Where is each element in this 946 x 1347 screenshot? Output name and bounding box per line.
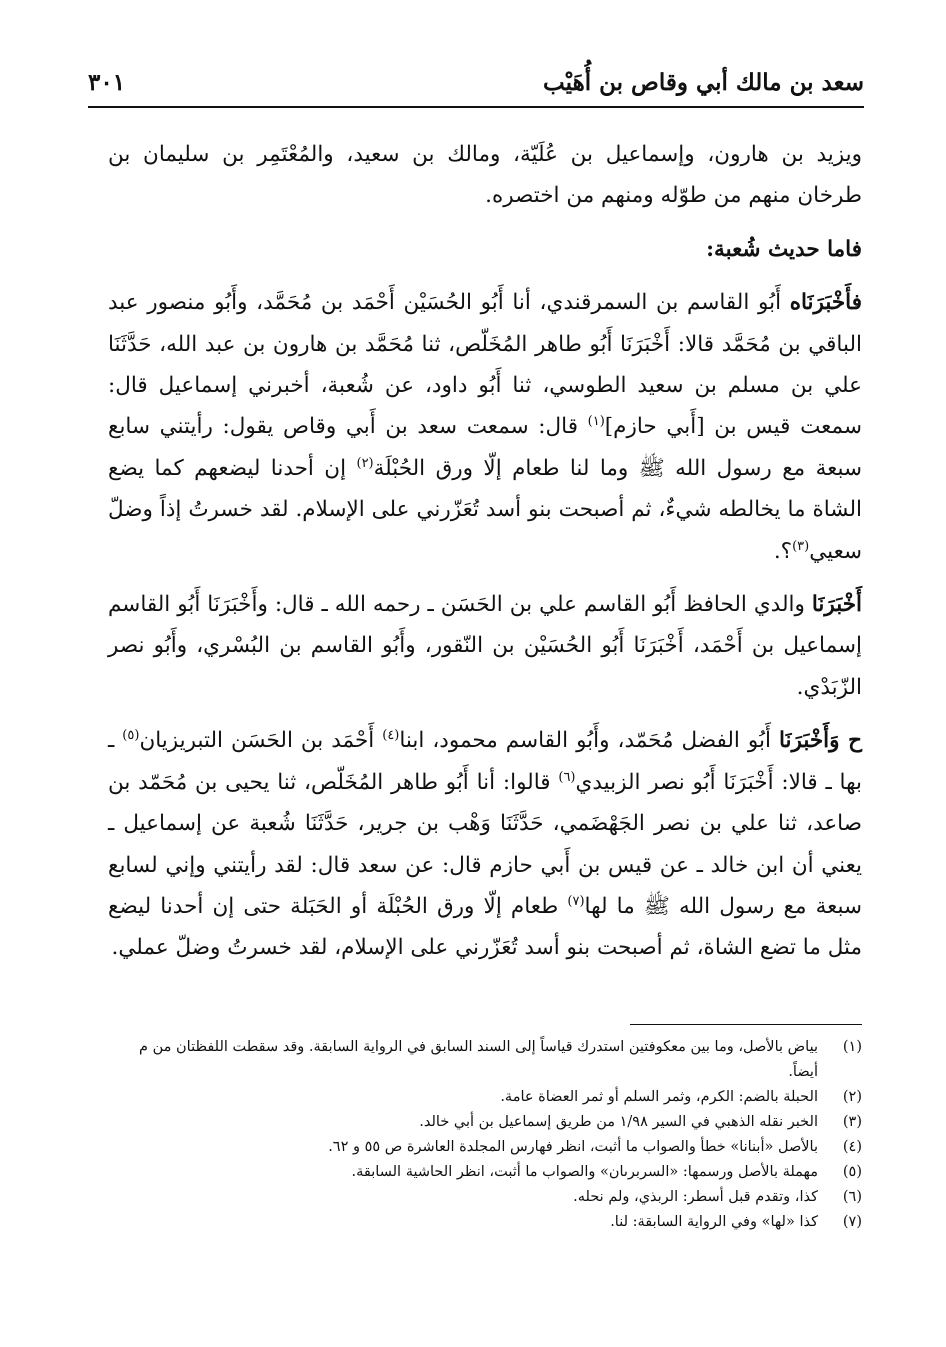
footnote-number: (٦) xyxy=(842,1189,862,1205)
paragraph-4-text-e: طعام إلّا ورق الحُبْلَة أو الحَبَلة حتى إن أحدنا ليضع مثل ما تضع الشاة، ثم أصبحت بنو أسد تُعَزّرني على الإسلام، لقد خسرتُ وضلّ عملي. xyxy=(108,893,862,961)
page-number: ٣٠١ xyxy=(88,68,126,96)
paragraph-1 xyxy=(108,134,862,217)
paragraph-3 xyxy=(108,584,862,708)
footnote-ref-4: (٤) xyxy=(382,728,400,744)
paragraph-2-text-b: قال: سمعت سعد بن أَبي وقاص يقول: رأيتني سابع سبعة مع رسول الله ﷺ وما لنا طعام إلّا ورق الحُبْلَة xyxy=(108,414,862,481)
paragraph-3-lead: أَخْبَرَنَا xyxy=(811,592,862,618)
footnote-number: (٤) xyxy=(842,1139,862,1155)
chapter-title: سعد بن مالك أبي وقاص بن أُهَيْب xyxy=(543,68,864,96)
paragraph-4 xyxy=(108,720,862,968)
footnote-text: الخبر نقله الذهبي في السير ١/٩٨ من طريق إسماعيل بن أبي خالد. xyxy=(419,1114,818,1130)
paragraph-1-text: ويزيد بن هارون، وإسماعيل بن عُلَيّة، ومالك بن سعيد، والمُعْتَمِر بن سليمان بن طرخان منهم من طوّله ومنهم من اختصره. xyxy=(108,142,862,209)
footnote-item xyxy=(108,1210,862,1235)
footnote-number: (٢) xyxy=(842,1089,862,1105)
footnotes xyxy=(108,1035,862,1235)
footnote-item xyxy=(108,1110,862,1135)
paragraph-4-text-c: ـ بها ـ قالا: أَخْبَرَنَا أَبُو نصر الزبيدي xyxy=(108,728,862,795)
paragraph-4-text-d: قالوا: أنا أَبُو طاهر المُخَلّص، ثنا يحيى بن مُحَمّد بن صاعد، ثنا علي بن نصر الجَهْضَمي، حَدَّثَنَا وَهْب بن جرير، حَدَّثَنَا شُعبة عن إسماعيل ـ يعني أن ابن خالد ـ عن قيس بن أَبي حازم قال: عن سعد قال: لقد رأيتني وإني لسابع سبعة مع رسول الله ﷺ ما لها xyxy=(108,769,862,919)
footnote-ref-6: (٦) xyxy=(558,769,576,785)
footnote-item xyxy=(108,1085,862,1110)
paragraph-2 xyxy=(108,282,862,572)
footnote-ref-5: (٥) xyxy=(122,728,140,744)
section-heading-text: فاما حديث شُعبة: xyxy=(706,236,862,262)
footnote-item xyxy=(108,1135,862,1160)
footnote-number: (٧) xyxy=(842,1214,862,1230)
footnote-ref-1: (١) xyxy=(587,414,605,430)
footnote-ref-7: (٧) xyxy=(567,893,585,909)
footnote-text: كذا «لها» وفي الرواية السابقة: لنا. xyxy=(610,1214,818,1230)
footnote-text: مهملة بالأصل ورسمها: «السربرىان» والصواب ما أثبت، انظر الحاشية السابقة. xyxy=(351,1164,818,1180)
section-heading xyxy=(108,229,862,270)
footnote-rule xyxy=(630,1024,862,1025)
footnote-item xyxy=(108,1185,862,1210)
footnote-text: كذا، وتقدم قبل أسطر: الربذي، ولم نحله. xyxy=(573,1189,818,1205)
paragraph-2-lead: فأَخْبَرَنَاه xyxy=(789,290,862,316)
footnote-ref-2: (٢) xyxy=(356,455,374,471)
paragraph-2-text-d: ؟. xyxy=(773,538,793,564)
footnote-text: بياض بالأصل، وما بين معكوفتين استدرك قياساً إلى السند السابق في الرواية السابقة. وقد سقطت اللفظتان من م أيضاً. xyxy=(139,1039,818,1080)
footnote-text: بالأصل «أبنانا» خطأ والصواب ما أثبت، انظر فهارس المجلدة العاشرة ص ٥٥ و ٦٢. xyxy=(328,1139,818,1155)
paragraph-4-lead: ح وَأَخْبَرَنَا xyxy=(778,728,862,754)
header-rule xyxy=(88,106,864,108)
paragraph-4-text-b: أَحْمَد بن الحَسَن التبريزيان xyxy=(139,728,383,754)
footnote-number: (٣) xyxy=(842,1114,862,1130)
footnote-text: الحبلة بالضم: الكرم، وثمر السلم أو ثمر العضاة عامة. xyxy=(500,1089,818,1105)
footnote-number: (٥) xyxy=(842,1164,862,1180)
paragraph-3-text: والدي الحافظ أَبُو القاسم علي بن الحَسَن ـ رحمه الله ـ قال: وأَخْبَرَنَا أَبُو القاسم إسماعيل بن أَحْمَد، أَخْبَرَنَا أَبُو الحُسَيْن بن النّقور، وأَبُو القاسم بن البُسْري، وأَبُو نصر الزّبَدْي. xyxy=(108,592,862,700)
paragraph-2-text-a: أَبُو القاسم بن السمرقندي، أنا أَبُو الحُسَيْن أَحْمَد بن مُحَمَّد، وأَبُو منصور عبد الباقي بن مُحَمَّد قالا: أَخْبَرَنَا أَبُو طاهر المُخَلّص، ثنا مُحَمَّد بن هارون بن عبد الله، حَدَّثَنَا علي بن مسلم بن سعيد الطوسي، ثنا أَبُو داود، عن شُعبة، أخبرني إسماعيل قال: سمعت قيس بن [أَبي حازم] xyxy=(108,290,863,440)
footnote-ref-3: (٣) xyxy=(792,538,810,554)
footnote-number: (١) xyxy=(842,1039,862,1055)
paragraph-2-text-c: إن أحدنا ليضعهم كما يضع الشاة ما يخالطه شيءٌ، ثم أصبحت بنو أسد تُعَزّرني على الإسلام. لقد خسرتُ إذاً وضلّ سعيي xyxy=(108,455,862,564)
paragraph-4-text-a: أَبُو الفضل مُحَمّد، وأَبُو القاسم محمود، ابنا xyxy=(399,728,779,754)
main-text xyxy=(108,134,862,981)
running-header xyxy=(88,62,864,102)
footnote-item xyxy=(108,1035,862,1085)
footnote-item xyxy=(108,1160,862,1185)
